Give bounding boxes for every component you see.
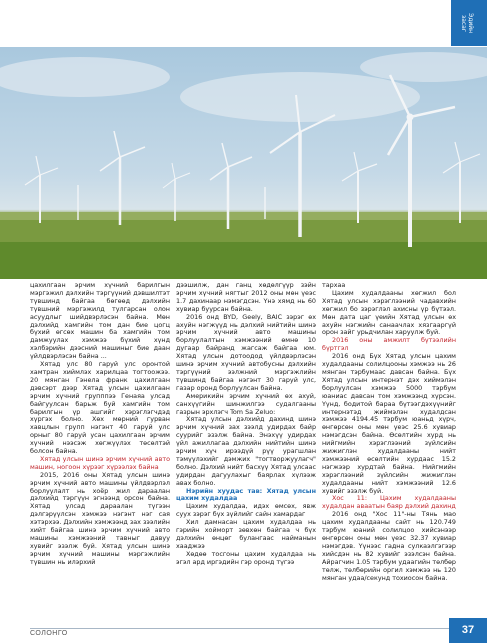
paragraph: 2016 онд Бүх Хятад улсын цахим худалдааны солилцооны хэмжээ нь 26 мянган тэрбумаас давсан байна. Бүх Хятад улсын интернэт дэх хиймэлэн борлуулсан хэмжээ 5000 тэрбум юаниас давсан том хэмжээнд хүрсэн. Үүнд, бодитой бараа бүтээгдэхүүнийг интернэтэд жиймэлэн худалдсан хэмжээ 4194.45 тэрбум юаньд хүрч, өнгөрсөн оны мөн үеэс 25.6 хувиар нэмэгдсэн байна. Өсөлтийн хурд нь нийгмийн хэрэглээний зүйлсийн жижиглэн худалдааны нийт хэмжээний өсөлтийн хурдаас 15.2 нэгжээр хурдтай байна. Нийгмийн хэрэглээний зүйлсийн жижиглэн худалдааны нийт хэмжээний 12.6 хувийг эзэлж буй. <box>322 352 456 495</box>
text-column-3 <box>322 282 456 582</box>
paragraph: 2016 онд "Хос 11"-ны Тянь мао цахим худалдааны сайт нь 120.749 тэрбум юаний солилцоо хийсэнээр өнгөрсөн оны мөн үеэс 32.37 хувиар нэмэгдэв. Үүнээс гадна сулкаэлгэгээр хийсдэн нь 82 хувийг эзэлсэн байна. Айрагчин 1.05 тэрбум удаагийн төлбөр төлж, төлбөрийн оргил хэмжээ нь 120 мянган удаа/секунд тохиосон байна. <box>322 510 456 582</box>
paragraph: Хятад улс 80 гаруй улс оронтой хамтран хиймлэх харилцаа тогтоожээ. 20 мянган Гэнела франк цахилгаан дэвсэрт дээр Хятад улсын цахилгаан эрчим хүчний групппээ Генаяа улсад байгуулсан барьж буй хамгийн том барилгын үр ашгийг хэрэглэгчдэд хүргэх болно. Хөх мөрний гурван хавцлын групп нэгэнт 40 гаруй улс орныг 80 гаруй усан цахилгаан эрчим хүчний нээсэж хөгжүүлэх төсөлтэй болсон байна. <box>30 360 170 456</box>
text-column-2 <box>176 282 316 567</box>
paragraph: Хил дамнасан цахим худалдаа нь гэрийн хойморт зөвхөн байгаа ч бүх дэлхийн өнцөг булангаас найманын хааджээ <box>176 518 316 550</box>
paragraph: 2015, 2016 оны Хятад улсын шинэ эрчим хүчний авто машины үйлдвэрлэл борлуулалт нь хоёр жил дараалан дэлхийд тэргүүн эгнээнд орсон байна. Хятад улсад дараалан түгээн дэлгэрүүлсэн хэмжээ нэгэнт нэг сая хэтэрхээ. Дэлхийн хэмжээнд зах зээлийн хийт байгаа шинэ эрчим хүчний авто машины хэмжээний тавныг давуу хувийг эзэлж буй. Хятад улсын шинэ эрчим хүчний машины мэргэжлийн түвшин нь илэрхий <box>30 470 170 566</box>
text-column-1 <box>30 282 170 567</box>
section-heading: Хятад улсын шинэ эрчим хүчний авто машин, ногоон хүрээг хүрээлэх байна <box>30 454 170 471</box>
footer-divider <box>30 628 450 629</box>
page-number: 37 <box>449 618 487 643</box>
paragraph: 2016 онд BYD, Geely, BAIC зэрэг өх ахуйн нэгжүүд нь дэлхий нийтийн шинэ эрчим хүчний авто машины борлуулалтын хэмжээний өмнө 10 дугаар байранд жагсаж байгаа юм. Хятад улсын дотоодод үйлдвэрлэсэн шинэ эрчим хүчний автобусны дэлхийн тэргүүний ээлжний мэргэжлийн түвшинд байгаа нэгэнт 30 гаруй улс, газар оронд борлуулсан байна. <box>176 312 316 392</box>
paragraph: Америкийн эрчим хүчний өх ахуй, санхүүгийн шинжилгээ судалгааны газрын эрхлэгч Tom Sa Zeluo: <box>176 391 316 416</box>
wind-farm-photo <box>0 47 487 279</box>
section-heading: Хос 11: Цахим худалдааны худалдан аваатын баяр дэлхий дахинд <box>322 494 456 511</box>
paragraph: тархаа <box>322 281 346 289</box>
paragraph: Хятад улсын дэлхийд дахинд шинэ эрчим хүчний зах зээлд удирдах байр суурийг эзэлж байна. Энэхүү удирдах үйл ажиллагаа дэлхийн нийтийн шинэ эрчим хүч ирээдүй рүү урагшлан тэмүүлэхийг дэмжих "тогтворжуулагч" болно. Дэлхий нийт басхүү Хятад улсаас удирдан дагуулахыг баярлах хүлээж авах болно. <box>176 415 316 487</box>
paragraph: Цахим худалдааны хөгжил бол Хятад улсын хэрэглээний чадавхийн хөгжил бо зэрэглэл ахисны үр бүтээл. Мөн дата цаг үеийн Хятад улсын өх ахуйн нэгжийн санаачлах хязгааргүй орон зайг урьдчилан харуулж буй. <box>322 288 456 337</box>
paragraph: Хөдөө тосгоны цахим худалдаа нь эгэл ард иргэдийн гэр оронд түгээ <box>176 549 316 566</box>
paragraph: дээшилж, дан ганц хөдөлгүүр зэйн эрчим хүчний нягтыг 2012 оны мөн үеэс 1.7 дахинаар нэмэгдсэн. Үнэ хямд нь 60 хувиар буурсан байна. <box>176 281 316 313</box>
section-tab-label: Эдийн засаг <box>460 12 474 34</box>
wind-turbines-illustration <box>0 47 487 279</box>
paragraph: Цахим худалдаа, идэх өмсөх, явж суух зэрэг бүх зүйлийг сайн хамардаг <box>176 502 316 519</box>
section-tab <box>451 0 487 46</box>
section-heading: 2016 оны амжилт бүтээлийн бүртгэл <box>322 336 456 353</box>
paragraph: цахилгаан эрчим хүчний барилгын мэргэжил дэлхийн тэргүүний дэвшилтэт түвшинд байгаа бөгөөд дэлхийн түвшний мэргэжилд тулгарсан олон асуудлыг шийдвэрлэсэн байна. Мөн дэлхийд хамгийн том дан бие цогц бүхий өгсөх машин ба хамгийн том дамжуулах хэмжээ бүхий хүнд хэлбэрийн дээсний машиныг бие даан үйлдвэрлэсэн байна ... <box>30 281 170 361</box>
magazine-name: СОЛОНГО <box>30 630 68 637</box>
section-heading: Нэрийн хуудас тав: Хятад улсын цахим худалдаа <box>176 486 316 503</box>
